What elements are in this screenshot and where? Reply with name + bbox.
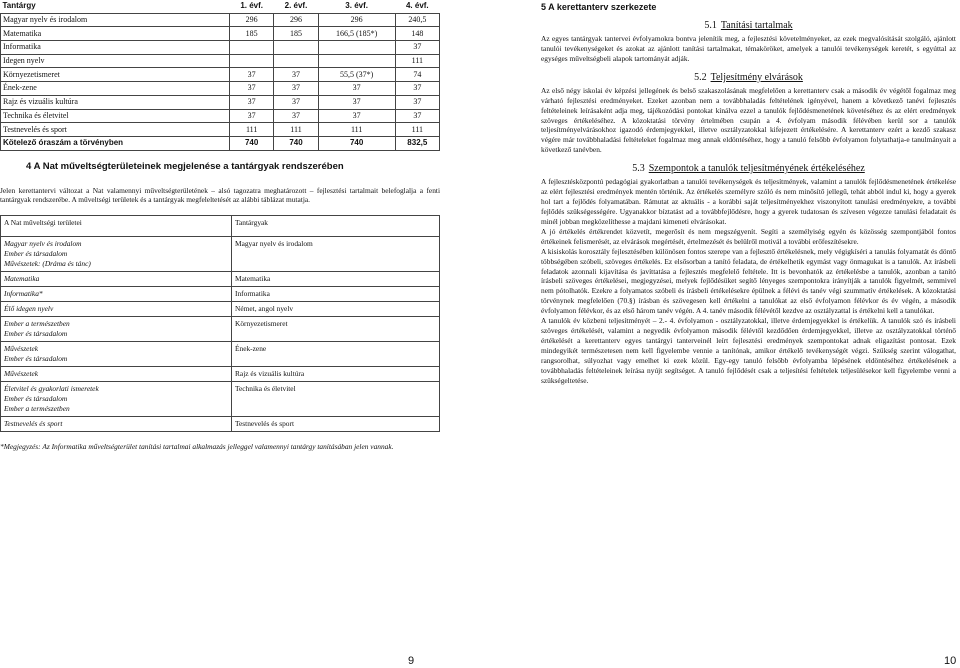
table-cell: Informatika [1, 41, 230, 55]
subject-cell: Informatika [232, 286, 440, 301]
subsection-number: 5.2 [694, 71, 707, 83]
table-row [1, 27, 440, 41]
subject-cell: Matematika [232, 271, 440, 286]
mapping-table-header [1, 215, 440, 236]
table-cell: 37 [318, 82, 395, 96]
hours-table-header [1, 0, 440, 13]
table-row [1, 341, 440, 366]
table-cell: 37 [274, 95, 318, 109]
nat-area-line: Ember és társadalom [4, 248, 68, 258]
subsection-5-1-title [541, 20, 956, 31]
subsection-title-text: Szempontok a tanulók teljesítményének értékeléséhez [648, 163, 865, 175]
table-cell: 37 [395, 82, 439, 96]
table-cell: 37 [274, 68, 318, 82]
table-cell [318, 54, 395, 68]
subsection-title-text: Teljesítmény elvárások [710, 71, 803, 83]
table-cell: Magyar nyelv és irodalom [1, 13, 230, 27]
table-row [1, 54, 440, 68]
table-cell: 185 [230, 27, 274, 41]
col-header: 2. évf. [284, 1, 308, 11]
table-cell: 37 [274, 82, 318, 96]
paragraph: A jó értékelés értékrendet közvetít, megerősít és nem megszégyenít. Segíti a személyiség egyén és közösség szempontjából fontos értékeinek felismerését, az elvárások megértését, értelmezését és belülről motivál a további erőfeszítésekre. [541, 226, 956, 246]
col-header: 4. évf. [405, 1, 429, 11]
table-cell: 37 [230, 95, 274, 109]
right-page [541, 0, 956, 386]
table-cell: 37 [395, 95, 439, 109]
nat-area-cell [1, 381, 232, 416]
table-cell: 111 [395, 123, 439, 137]
nat-area-cell [1, 341, 232, 366]
subject-cell: Technika és életvitel [232, 381, 440, 416]
col-header: Tantárgy [2, 1, 36, 11]
table-row [1, 286, 440, 301]
nat-area-cell [1, 316, 232, 341]
total-row [1, 136, 440, 150]
table-cell [230, 54, 274, 68]
nat-area-line: Ember és társadalom [4, 393, 68, 403]
nat-area-line: Művészetek [4, 343, 39, 353]
mapping-table-body [1, 236, 440, 431]
table-row [1, 123, 440, 137]
mapping-header-left: A Nat műveltségi területei [1, 215, 232, 236]
table-cell: 37 [395, 41, 439, 55]
table-row [1, 236, 440, 271]
table-cell: 111 [274, 123, 318, 137]
subsection-title-text: Tanítási tartalmak [720, 20, 793, 31]
nat-area-line: Művészetek [4, 368, 39, 378]
nat-area-line: Testnevelés és sport [4, 418, 63, 428]
paragraph: A fejlesztésközpontú pedagógiai gyakorlatban a tanulói tevékenységek és teljesítmények, valamint a tanulók fejlődésmenetének értékelése az elért fejlesztési eredmények mentén történik. Az értékelés személyre szóló és nem minősítő jellegű, tehát abból indul ki, hogy a gyerek hol tart a fejlődés folyamatában. Rámutat az aktuális - a korábbi saját teljesítményekhez viszonyított tanulási eredményekre, a további fejlődés szükségességére. Ugyanakkor bíztatást ad a továbbfejlődésre, hogy a gyerek tudatosan és szívesen végezze tanulási feladatait és minél jobban megközelíthesse a majdani kimeneti elvárásokat. [541, 177, 956, 226]
table-cell: Idegen nyelv [1, 54, 230, 68]
table-cell: 740 [318, 136, 395, 150]
subsection-5-3-title [541, 163, 956, 174]
table-cell: Ének-zene [1, 82, 230, 96]
table-cell: 185 [274, 27, 318, 41]
hours-table [0, 0, 440, 151]
table-cell: Kötelező óraszám a törvényben [1, 136, 230, 150]
table-cell [274, 41, 318, 55]
table-cell: 37 [274, 109, 318, 123]
paragraph: Az első négy iskolai év képzési jellegének és belső szakaszolásának megfelelően a kerettanterv csak a második év végétől fogalmaz meg várható fejlesztési eredményeket. Ezeket azonban nem a továbbhaladás feltételének igényével, hanem a következő tanévi fejlesztés feltételeinek leírásaként adja meg, tájékozódási pontokat kínálva ezzel a tanulók fejlődésmenetének követéséhez és az elért eredmények szöveges értékeléséhez. A közoktatási törvény értelmében csupán a 4. évfolyam második félévében kerül sor a tanulók teljesítményelvárásokhoz igazodó érdemjegyekkel, illetve osztályzatokkal kifejezett értékelésére. A kerettanterv ezért a kezdő szakasz végére már továbbhaladási feltételeket fogalmaz meg annak eldöntéséhez, hogy a tanuló felsőbb évfolyamon folytathatja-e tanulmányait a következő tanévben. [541, 85, 956, 155]
table-cell: 296 [274, 13, 318, 27]
nat-area-line: Informatika* [4, 288, 43, 298]
table-cell: 55,5 (37*) [318, 68, 395, 82]
table-row [1, 68, 440, 82]
table-cell: 740 [230, 136, 274, 150]
nat-area-line: Matematika [4, 273, 40, 283]
table-row [1, 366, 440, 381]
nat-area-line: Ember és társadalom [4, 328, 68, 338]
footnote: *Megjegyzés: Az Informatika műveltségterület tanítási tartalmai alkalmazás jelleggel valamennyi tantárgy tanításában jelen vannak. [0, 441, 394, 451]
mapping-table [0, 215, 440, 432]
table-cell: Rajz és vizuális kultúra [1, 95, 230, 109]
subject-cell: Testnevelés és sport [232, 416, 440, 431]
paragraph: A tanulók év közbeni teljesítményét – 2.- 4. évfolyamon - osztályzatokkal, illetve érdemjegyekkel is értékelük. A tanulók szó és írásbeli szöveges értékelését, valamint a negyedik évfolyamon második félévtől kezdődően érdemjegyekkel, illetve az osztályzatokkal történő értékelését a kerettanterv egyes tantárgyi tanterveinél leírt fejlesztési eredmények szempontokat adnak eligazítást pontosat. Ezek mindegyikét természetesen nem kell figyelembe vennie a tanítónak, amikor értékelő tevékenységét végzi. Szükség szerint válogathat, rangsorolhat, súlyozhat vagy emelhet ki ezek közül. Egy-egy tanuló felsőbb évfolyamba lépésének eldöntéséhez értékelésének a továbbhaladás feltételeinek leírása nyújt segítséget. A tanuló fejlődését csak a teljesítési feltételek teljesülésekor kell figyelembe venni a szükségeltetése. [541, 316, 956, 385]
table-row [1, 301, 440, 316]
table-cell: Környezetismeret [1, 68, 230, 82]
table-cell [318, 41, 395, 55]
hours-table-body [1, 13, 440, 150]
nat-area-line: Életvitel és gyakorlati ismeretek [4, 383, 99, 393]
table-cell: 148 [395, 27, 439, 41]
page-number-left: 9 [408, 655, 415, 667]
subject-cell: Magyar nyelv és irodalom [232, 236, 440, 271]
table-cell: 740 [274, 136, 318, 150]
subject-cell: Német, angol nyelv [232, 301, 440, 316]
table-row [1, 271, 440, 286]
nat-area-cell [1, 301, 232, 316]
table-row [1, 95, 440, 109]
table-cell: 37 [230, 68, 274, 82]
page-number-right: 10 [944, 655, 957, 667]
subsection-number: 5.1 [704, 20, 717, 31]
nat-area-cell [1, 236, 232, 271]
table-cell: 37 [230, 82, 274, 96]
left-page [0, 0, 440, 451]
table-cell: 37 [318, 95, 395, 109]
table-cell: Testnevelés és sport [1, 123, 230, 137]
section-4-title: 4 A Nat műveltségterületeinek megjelenése a tantárgyak rendszerében [26, 160, 344, 172]
subject-cell: Ének-zene [232, 341, 440, 366]
table-cell [230, 41, 274, 55]
subsection-5-2-title [541, 72, 956, 83]
nat-area-cell [1, 366, 232, 381]
col-header: 3. évf. [345, 1, 368, 11]
paragraph: Az egyes tantárgyak tantervei évfolyamokra bontva jelenítik meg, a fejlesztési követelményeket, az ezek megvalósítását szolgáló, ajánlott tanulói tevékenységeket és azokat az ajánlott tanítási tartalmakat, témaköröket, amelyek a tanulói tevékenységek keretét, s egyúttal az egységes műveltségbeli alapok tartományát adják. [541, 34, 956, 63]
table-cell: 111 [395, 54, 439, 68]
table-row [1, 13, 440, 27]
subsection-number: 5.3 [632, 163, 645, 175]
table-row [1, 109, 440, 123]
subject-cell: Környezetismeret [232, 316, 440, 341]
nat-area-line: Élő idegen nyelv [4, 303, 54, 313]
table-row [1, 41, 440, 55]
table-cell: 166,5 (185*) [318, 27, 395, 41]
table-cell [274, 54, 318, 68]
table-cell: 37 [395, 109, 439, 123]
table-cell: 240,5 [395, 13, 439, 27]
paragraph: A kisiskolás korosztály fejlesztésében különösen fontos szerepe van a fejlesztő értékelésnek, mely végigkíséri a tanulás folyamatát és döntő többségében szóbeli, szöveges értékelés. Ez elsősorban a tanító feladata, de értékelhetik egymást vagy önmagukat is a tanulók. Az írásbeli feladatok azonnali kijavítása és javíttatása a fejlesztés megfelelő feltétele. Itt is bevonhatók az értékelésbe a tanulók, azonban a tanító írásbeli szöveges értékelései, megjegyzései, melyek fejlődésüket segítő lényeges szempontokra irányítják a tanulók figyelmét, semmivel nem pótolhatók. Ezekre a folyamatos szóbeli és írásbeli értékelésekre épülnek a félévi és tanév végi szummatív értékelések. A közoktatási törvénynek megfelelően (70.§) írásban és szövegesen kell értékelni a tanulókat az első évfolyamon félévkor és év végén, a második évfolyamon félévkor, és az első három tanév végén. A 4. tanév második félévétől kezdve az osztályzattal is értékelni kell a tanulókat. [541, 246, 956, 316]
col-header: 1. évf. [240, 1, 263, 11]
table-cell: Matematika [1, 27, 230, 41]
mapping-header-right: Tantárgyak [232, 215, 440, 236]
table-cell: 111 [318, 123, 395, 137]
table-cell: 111 [230, 123, 274, 137]
nat-area-line: Magyar nyelv és irodalom [4, 238, 82, 248]
table-row [1, 316, 440, 341]
nat-area-line: Ember a természetben [4, 318, 70, 328]
section-5-title: 5 A kerettanterv szerkezete [541, 2, 657, 12]
nat-area-line: Ember és társadalom [4, 353, 68, 363]
table-row [1, 416, 440, 431]
table-cell: 37 [318, 109, 395, 123]
section-4-intro: Jelen kerettantervi változat a Nat valamennyi műveltségterületének – alsó tagozatra meghatározott – fejlesztési tartalmait belefoglalja a fenti tantárgyak rendszerébe. A műveltségi területek és a tantárgyak megfeleltetését az alábbi táblázat mutatja. [0, 185, 440, 205]
subject-cell: Rajz és vizuális kultúra [232, 366, 440, 381]
table-cell: 296 [230, 13, 274, 27]
nat-area-cell [1, 416, 232, 431]
table-cell: 832,5 [395, 136, 439, 150]
table-row [1, 82, 440, 96]
table-cell: 74 [395, 68, 439, 82]
nat-area-cell [1, 286, 232, 301]
nat-area-cell [1, 271, 232, 286]
table-row [1, 381, 440, 416]
table-cell: Technika és életvitel [1, 109, 230, 123]
nat-area-line: Művészetek: (Dráma és tánc) [4, 258, 91, 268]
table-cell: 296 [318, 13, 395, 27]
table-cell: 37 [230, 109, 274, 123]
nat-area-line: Ember a természetben [4, 403, 70, 413]
